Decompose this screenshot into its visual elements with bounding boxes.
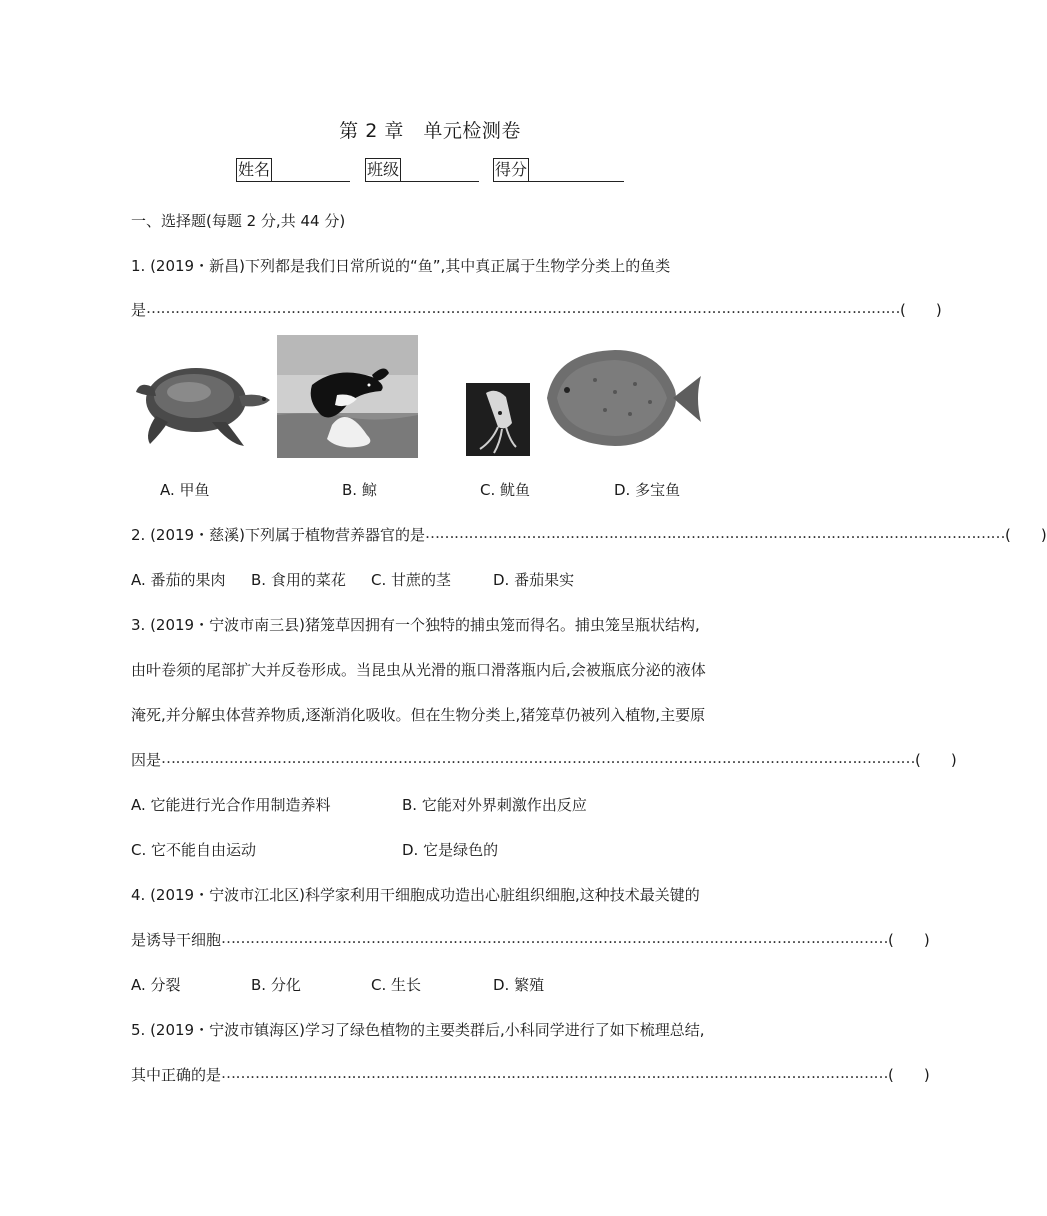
answer-bracket[interactable]: ( ) [888, 1066, 930, 1084]
question-1-option-d[interactable]: D. 多宝鱼 [614, 481, 681, 499]
section-heading: 一、选择题(每题 2 分,共 44 分) [131, 212, 346, 230]
question-5-line-2 [131, 1064, 930, 1085]
answer-bracket[interactable]: ( ) [1004, 526, 1047, 544]
score-blank[interactable] [529, 161, 624, 182]
question-3-line-1: 3. (2019・宁波市南三县)猪笼草因拥有一个独特的捕虫笼而得名。捕虫笼呈瓶状结构, [131, 616, 700, 634]
question-1-line-2 [131, 299, 942, 320]
question-2-option-b[interactable]: B. 食用的菜花 [251, 571, 346, 589]
question-3-option-d[interactable]: D. 它是绿色的 [402, 841, 499, 859]
page-title: 第 2 章 单元检测卷 [339, 120, 521, 142]
question-2-option-a[interactable]: A. 番茄的果肉 [131, 571, 226, 589]
class-label: 班级 [365, 158, 401, 182]
answer-bracket[interactable]: ( ) [900, 301, 942, 319]
question-1-option-a[interactable]: A. 甲鱼 [160, 481, 210, 499]
answer-bracket[interactable]: ( ) [915, 751, 957, 769]
question-1-stem-end: 是 [131, 301, 147, 319]
question-4-option-c[interactable]: C. 生长 [371, 976, 422, 994]
question-3-line-4 [131, 749, 957, 770]
score-field[interactable] [493, 158, 624, 182]
question-5-line-1: 5. (2019・宁波市镇海区)学习了绿色植物的主要类群后,小科同学进行了如下梳理总结, [131, 1021, 705, 1039]
question-3-line-3: 淹死,并分解虫体营养物质,逐渐消化吸收。但在生物分类上,猪笼草仍被列入植物,主要原 [131, 706, 706, 724]
score-label: 得分 [493, 158, 529, 182]
dot-leader: ………………………………………………………………………………………………………… [424, 524, 1005, 542]
class-field[interactable] [365, 158, 479, 182]
question-3-line-2: 由叶卷须的尾部扩大并反卷形成。当昆虫从光滑的瓶口滑落瓶内后,会被瓶底分泌的液体 [131, 661, 706, 679]
dot-leader: ………………………………………………………………………………………………………………………… [221, 1064, 889, 1082]
answer-bracket[interactable]: ( ) [888, 931, 930, 949]
question-1-option-b[interactable]: B. 鲸 [342, 481, 377, 499]
turbot-image [535, 340, 709, 456]
turtle-image [134, 352, 274, 452]
name-label: 姓名 [236, 158, 272, 182]
question-4-option-d[interactable]: D. 繁殖 [493, 976, 545, 994]
dot-leader: ………………………………………………………………………………………………………………………… [221, 929, 889, 947]
question-4-line-2 [131, 929, 930, 950]
name-blank[interactable] [272, 161, 350, 182]
class-blank[interactable] [401, 161, 479, 182]
squid-image [466, 383, 530, 456]
question-3-option-a[interactable]: A. 它能进行光合作用制造养料 [131, 796, 331, 814]
question-2-option-d[interactable]: D. 番茄果实 [493, 571, 575, 589]
question-4-line-1: 4. (2019・宁波市江北区)科学家利用干细胞成功造出心脏组织细胞,这种技术最关键的 [131, 886, 700, 904]
question-4-stem-end: 是诱导干细胞 [131, 931, 222, 949]
question-3-option-c[interactable]: C. 它不能自由运动 [131, 841, 257, 859]
question-4-option-b[interactable]: B. 分化 [251, 976, 301, 994]
question-1-option-c[interactable]: C. 鱿鱼 [480, 481, 531, 499]
dot-leader: ………………………………………………………………………………………………………………………………………… [146, 299, 901, 317]
question-2-option-c[interactable]: C. 甘蔗的茎 [371, 571, 452, 589]
killer-whale-image [277, 335, 418, 458]
question-5-stem-end: 其中正确的是 [131, 1066, 222, 1084]
question-4-option-a[interactable]: A. 分裂 [131, 976, 181, 994]
question-2-line-1 [131, 524, 1047, 545]
dot-leader: ………………………………………………………………………………………………………………………………………… [161, 749, 916, 767]
question-3-option-b[interactable]: B. 它能对外界刺激作出反应 [402, 796, 587, 814]
question-3-stem-end: 因是 [131, 751, 162, 769]
name-field[interactable] [236, 158, 350, 182]
question-2-stem: 2. (2019・慈溪)下列属于植物营养器官的是 [131, 526, 425, 544]
question-1-line-1: 1. (2019・新昌)下列都是我们日常所说的“鱼”,其中真正属于生物学分类上的鱼类 [131, 257, 671, 275]
